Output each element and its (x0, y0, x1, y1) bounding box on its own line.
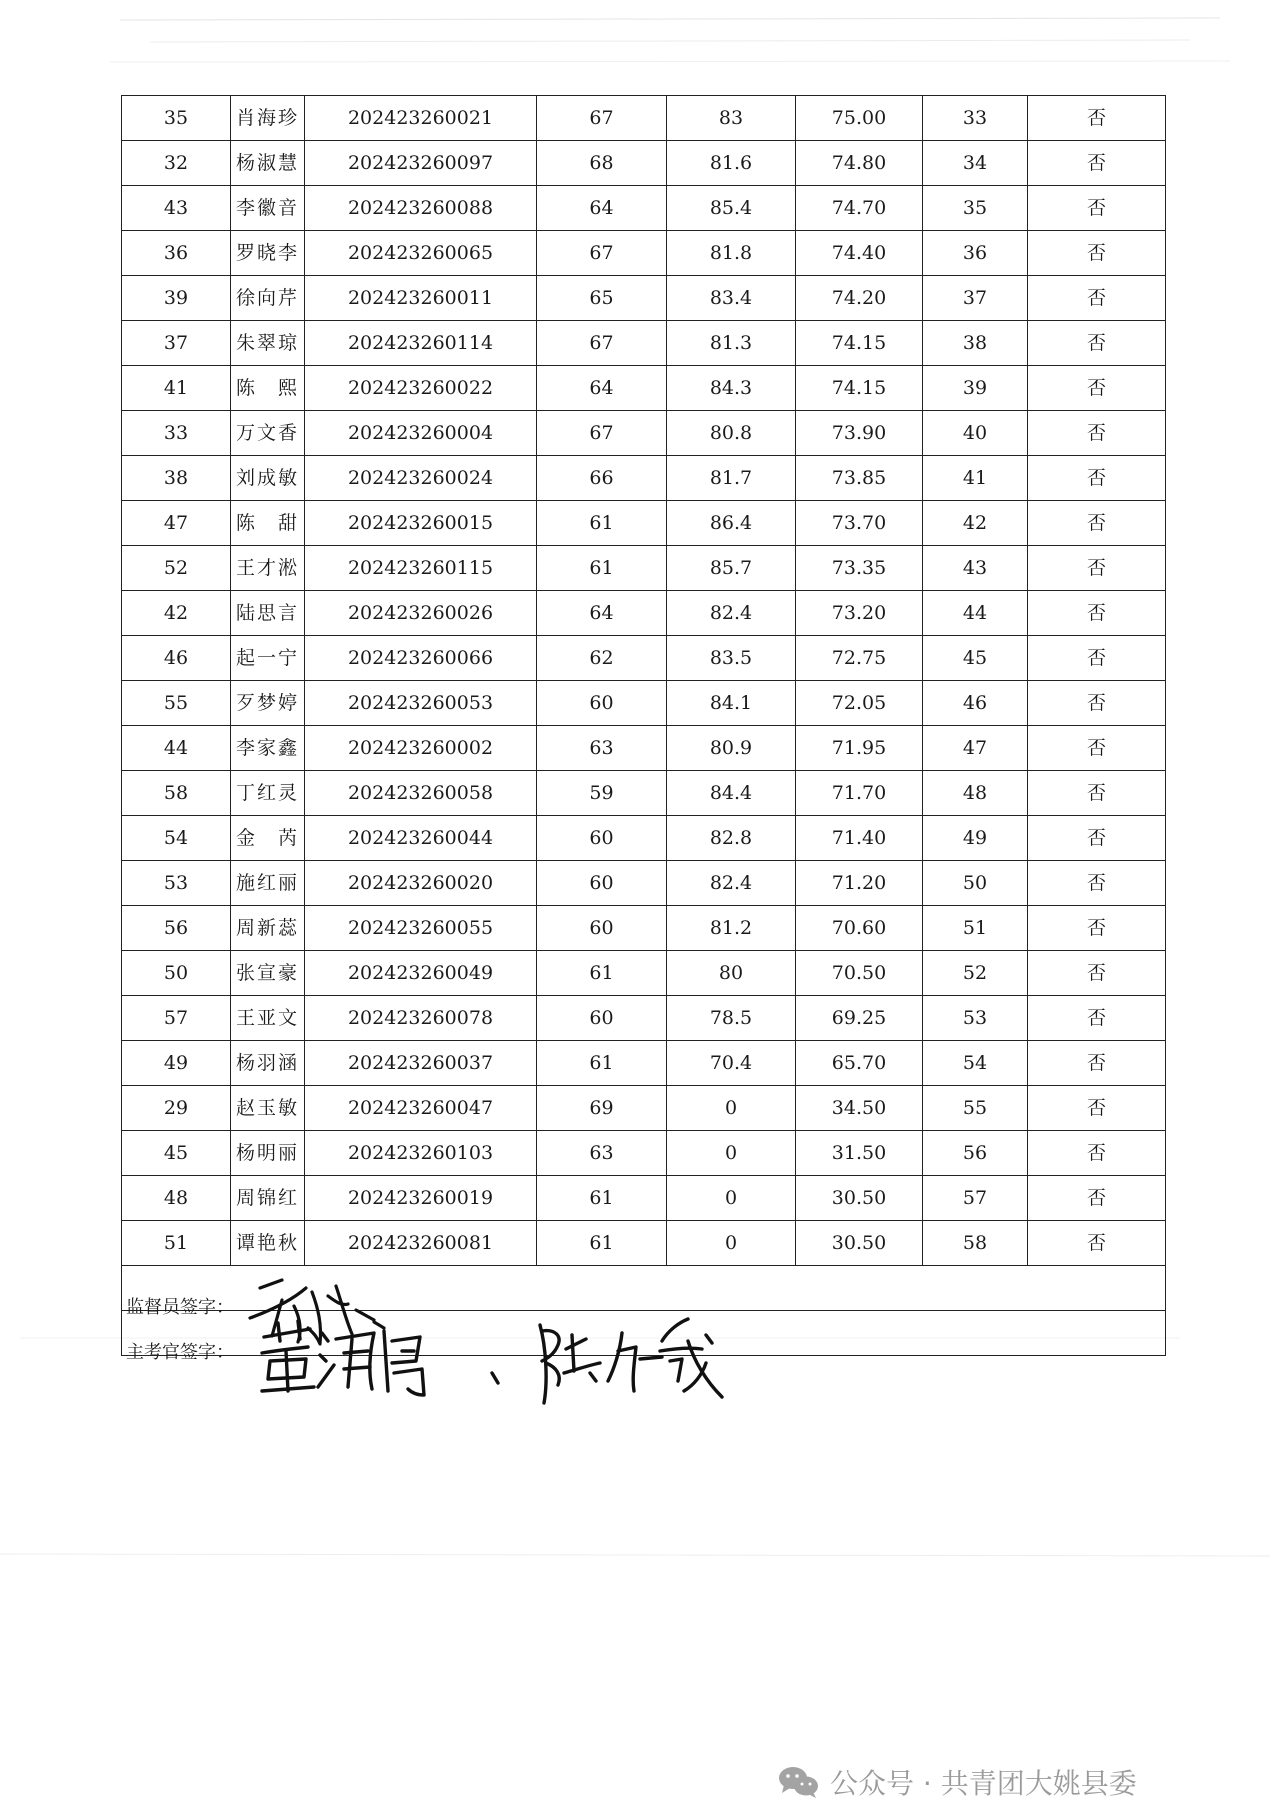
cell-seq: 55 (122, 681, 231, 726)
cell-written-score: 60 (537, 681, 667, 726)
cell-exam-id: 202423260015 (305, 501, 537, 546)
cell-rank: 58 (923, 1221, 1028, 1266)
cell-total-score: 75.00 (796, 96, 923, 141)
cell-total-score: 34.50 (796, 1086, 923, 1131)
chief-examiner-signature (122, 1311, 1166, 1399)
cell-interview-score: 81.3 (667, 321, 796, 366)
cell-name: 杨淑慧 (231, 141, 305, 186)
supervisor-signature-cell (122, 1266, 1166, 1318)
cell-total-score: 72.05 (796, 681, 923, 726)
cell-total-score: 74.40 (796, 231, 923, 276)
table-row (122, 906, 1166, 951)
table-row (122, 861, 1166, 906)
table-row (122, 141, 1166, 186)
cell-interview-score: 80.9 (667, 726, 796, 771)
cell-name: 丁红灵 (231, 771, 305, 816)
cell-total-score: 31.50 (796, 1131, 923, 1176)
cell-interview-score: 0 (667, 1221, 796, 1266)
cell-seq: 32 (122, 141, 231, 186)
cell-rank: 54 (923, 1041, 1028, 1086)
table-row (122, 1041, 1166, 1086)
cell-enter-physical-exam: 否 (1028, 591, 1166, 636)
cell-rank: 34 (923, 141, 1028, 186)
cell-name: 陈 熙 (231, 366, 305, 411)
cell-enter-physical-exam: 否 (1028, 816, 1166, 861)
table-row (122, 321, 1166, 366)
cell-exam-id: 202423260024 (305, 456, 537, 501)
cell-written-score: 60 (537, 816, 667, 861)
cell-total-score: 30.50 (796, 1176, 923, 1221)
cell-interview-score: 83 (667, 96, 796, 141)
cell-enter-physical-exam: 否 (1028, 861, 1166, 906)
cell-written-score: 60 (537, 861, 667, 906)
cell-interview-score: 80.8 (667, 411, 796, 456)
cell-rank: 40 (923, 411, 1028, 456)
cell-name: 杨明丽 (231, 1131, 305, 1176)
cell-seq: 45 (122, 1131, 231, 1176)
signature-row-chief-examiner (122, 1311, 1166, 1356)
cell-rank: 56 (923, 1131, 1028, 1176)
cell-name: 陆思言 (231, 591, 305, 636)
cell-name: 万文香 (231, 411, 305, 456)
cell-exam-id: 202423260044 (305, 816, 537, 861)
signature-row-supervisor (122, 1266, 1166, 1311)
cell-total-score: 70.60 (796, 906, 923, 951)
cell-interview-score: 85.7 (667, 546, 796, 591)
cell-name: 谭艳秋 (231, 1221, 305, 1266)
cell-seq: 50 (122, 951, 231, 996)
cell-rank: 49 (923, 816, 1028, 861)
chief-examiner-signature-cell (122, 1311, 1166, 1363)
cell-seq: 54 (122, 816, 231, 861)
table-row (122, 996, 1166, 1041)
chief-examiner-signature-label: 主考官签字： (126, 1342, 234, 1363)
cell-interview-score: 80 (667, 951, 796, 996)
cell-interview-score: 0 (667, 1131, 796, 1176)
cell-written-score: 61 (537, 1221, 667, 1266)
cell-seq: 47 (122, 501, 231, 546)
cell-interview-score: 84.1 (667, 681, 796, 726)
cell-written-score: 63 (537, 726, 667, 771)
table-row (122, 636, 1166, 681)
cell-seq: 41 (122, 366, 231, 411)
table-row (122, 1176, 1166, 1221)
cell-enter-physical-exam: 否 (1028, 1131, 1166, 1176)
cell-rank: 42 (923, 501, 1028, 546)
table-row (122, 411, 1166, 456)
cell-total-score: 69.25 (796, 996, 923, 1041)
cell-seq: 43 (122, 186, 231, 231)
cell-name: 金 芮 (231, 816, 305, 861)
cell-written-score: 61 (537, 1041, 667, 1086)
cell-name: 李徽音 (231, 186, 305, 231)
cell-rank: 46 (923, 681, 1028, 726)
cell-seq: 39 (122, 276, 231, 321)
table-row (122, 771, 1166, 816)
cell-total-score: 73.35 (796, 546, 923, 591)
cell-exam-id: 202423260037 (305, 1041, 537, 1086)
cell-rank: 48 (923, 771, 1028, 816)
cell-written-score: 67 (537, 321, 667, 366)
cell-enter-physical-exam: 否 (1028, 996, 1166, 1041)
supervisor-signature-label: 监督员签字： (126, 1297, 234, 1318)
cell-total-score: 65.70 (796, 1041, 923, 1086)
cell-enter-physical-exam: 否 (1028, 411, 1166, 456)
cell-total-score: 71.70 (796, 771, 923, 816)
cell-enter-physical-exam: 否 (1028, 771, 1166, 816)
cell-total-score: 73.70 (796, 501, 923, 546)
cell-seq: 48 (122, 1176, 231, 1221)
cell-interview-score: 81.6 (667, 141, 796, 186)
wechat-icon (778, 1765, 820, 1799)
table-row (122, 276, 1166, 321)
cell-total-score: 74.15 (796, 366, 923, 411)
cell-exam-id: 202423260004 (305, 411, 537, 456)
cell-exam-id: 202423260078 (305, 996, 537, 1041)
cell-name: 赵玉敏 (231, 1086, 305, 1131)
cell-rank: 35 (923, 186, 1028, 231)
cell-exam-id: 202423260002 (305, 726, 537, 771)
cell-total-score: 71.40 (796, 816, 923, 861)
table-row (122, 1086, 1166, 1131)
cell-written-score: 61 (537, 1176, 667, 1221)
cell-exam-id: 202423260115 (305, 546, 537, 591)
cell-rank: 51 (923, 906, 1028, 951)
cell-enter-physical-exam: 否 (1028, 141, 1166, 186)
cell-exam-id: 202423260020 (305, 861, 537, 906)
cell-seq: 53 (122, 861, 231, 906)
table-row (122, 816, 1166, 861)
cell-exam-id: 202423260047 (305, 1086, 537, 1131)
cell-interview-score: 83.5 (667, 636, 796, 681)
cell-name: 王亚文 (231, 996, 305, 1041)
table-row (122, 96, 1166, 141)
cell-name: 朱翠琼 (231, 321, 305, 366)
cell-enter-physical-exam: 否 (1028, 501, 1166, 546)
cell-enter-physical-exam: 否 (1028, 96, 1166, 141)
cell-enter-physical-exam: 否 (1028, 906, 1166, 951)
cell-interview-score: 81.2 (667, 906, 796, 951)
cell-enter-physical-exam: 否 (1028, 726, 1166, 771)
cell-seq: 49 (122, 1041, 231, 1086)
cell-total-score: 71.95 (796, 726, 923, 771)
cell-rank: 43 (923, 546, 1028, 591)
cell-written-score: 63 (537, 1131, 667, 1176)
cell-enter-physical-exam: 否 (1028, 321, 1166, 366)
cell-rank: 33 (923, 96, 1028, 141)
table-row (122, 456, 1166, 501)
cell-enter-physical-exam: 否 (1028, 546, 1166, 591)
cell-exam-id: 202423260026 (305, 591, 537, 636)
cell-exam-id: 202423260019 (305, 1176, 537, 1221)
cell-total-score: 74.20 (796, 276, 923, 321)
cell-rank: 36 (923, 231, 1028, 276)
cell-enter-physical-exam: 否 (1028, 636, 1166, 681)
cell-total-score: 74.15 (796, 321, 923, 366)
cell-interview-score: 86.4 (667, 501, 796, 546)
cell-exam-id: 202423260022 (305, 366, 537, 411)
cell-written-score: 60 (537, 906, 667, 951)
cell-exam-id: 202423260058 (305, 771, 537, 816)
cell-rank: 55 (923, 1086, 1028, 1131)
table-row (122, 726, 1166, 771)
cell-enter-physical-exam: 否 (1028, 951, 1166, 996)
cell-seq: 29 (122, 1086, 231, 1131)
cell-interview-score: 85.4 (667, 186, 796, 231)
cell-seq: 56 (122, 906, 231, 951)
cell-written-score: 61 (537, 501, 667, 546)
cell-enter-physical-exam: 否 (1028, 1086, 1166, 1131)
cell-name: 肖海珍 (231, 96, 305, 141)
cell-name: 刘成敏 (231, 456, 305, 501)
cell-enter-physical-exam: 否 (1028, 1221, 1166, 1266)
cell-interview-score: 78.5 (667, 996, 796, 1041)
cell-exam-id: 202423260088 (305, 186, 537, 231)
cell-seq: 37 (122, 321, 231, 366)
cell-rank: 39 (923, 366, 1028, 411)
cell-written-score: 59 (537, 771, 667, 816)
cell-name: 徐向芹 (231, 276, 305, 321)
cell-seq: 46 (122, 636, 231, 681)
cell-seq: 42 (122, 591, 231, 636)
cell-written-score: 67 (537, 231, 667, 276)
cell-written-score: 68 (537, 141, 667, 186)
cell-enter-physical-exam: 否 (1028, 366, 1166, 411)
cell-name: 张宣豪 (231, 951, 305, 996)
cell-exam-id: 202423260055 (305, 906, 537, 951)
cell-written-score: 69 (537, 1086, 667, 1131)
cell-enter-physical-exam: 否 (1028, 1176, 1166, 1221)
cell-interview-score: 81.8 (667, 231, 796, 276)
cell-exam-id: 202423260053 (305, 681, 537, 726)
cell-exam-id: 202423260021 (305, 96, 537, 141)
cell-interview-score: 83.4 (667, 276, 796, 321)
cell-name: 歹梦婷 (231, 681, 305, 726)
score-table-body (122, 96, 1166, 1363)
cell-name: 李家鑫 (231, 726, 305, 771)
cell-seq: 33 (122, 411, 231, 456)
cell-written-score: 62 (537, 636, 667, 681)
cell-enter-physical-exam: 否 (1028, 456, 1166, 501)
cell-written-score: 67 (537, 96, 667, 141)
cell-name: 起一宁 (231, 636, 305, 681)
cell-total-score: 73.85 (796, 456, 923, 501)
cell-written-score: 61 (537, 951, 667, 996)
cell-total-score: 74.70 (796, 186, 923, 231)
cell-rank: 44 (923, 591, 1028, 636)
cell-total-score: 70.50 (796, 951, 923, 996)
cell-exam-id: 202423260011 (305, 276, 537, 321)
cell-name: 王才淞 (231, 546, 305, 591)
wechat-official-account-watermark (778, 1757, 1137, 1807)
cell-seq: 44 (122, 726, 231, 771)
cell-rank: 41 (923, 456, 1028, 501)
cell-exam-id: 202423260066 (305, 636, 537, 681)
cell-seq: 51 (122, 1221, 231, 1266)
cell-total-score: 73.90 (796, 411, 923, 456)
cell-rank: 57 (923, 1176, 1028, 1221)
cell-interview-score: 0 (667, 1176, 796, 1221)
cell-interview-score: 82.8 (667, 816, 796, 861)
cell-name: 施红丽 (231, 861, 305, 906)
cell-written-score: 64 (537, 591, 667, 636)
table-row (122, 951, 1166, 996)
watermark-text: 公众号 · 共青团大姚县委 (830, 1767, 1137, 1800)
table-row (122, 1221, 1166, 1266)
cell-written-score: 64 (537, 366, 667, 411)
cell-seq: 58 (122, 771, 231, 816)
cell-enter-physical-exam: 否 (1028, 276, 1166, 321)
cell-seq: 35 (122, 96, 231, 141)
cell-interview-score: 82.4 (667, 591, 796, 636)
cell-rank: 47 (923, 726, 1028, 771)
cell-written-score: 60 (537, 996, 667, 1041)
cell-written-score: 65 (537, 276, 667, 321)
cell-written-score: 64 (537, 186, 667, 231)
table-row (122, 366, 1166, 411)
cell-written-score: 61 (537, 546, 667, 591)
cell-rank: 53 (923, 996, 1028, 1041)
cell-total-score: 73.20 (796, 591, 923, 636)
cell-seq: 57 (122, 996, 231, 1041)
cell-interview-score: 84.3 (667, 366, 796, 411)
score-table (121, 95, 1166, 1363)
cell-seq: 38 (122, 456, 231, 501)
cell-interview-score: 81.7 (667, 456, 796, 501)
table-row (122, 681, 1166, 726)
table-row (122, 591, 1166, 636)
cell-written-score: 66 (537, 456, 667, 501)
cell-rank: 38 (923, 321, 1028, 366)
cell-seq: 52 (122, 546, 231, 591)
cell-name: 周新蕊 (231, 906, 305, 951)
cell-rank: 45 (923, 636, 1028, 681)
cell-exam-id: 202423260097 (305, 141, 537, 186)
cell-exam-id: 202423260114 (305, 321, 537, 366)
cell-total-score: 30.50 (796, 1221, 923, 1266)
cell-enter-physical-exam: 否 (1028, 186, 1166, 231)
cell-seq: 36 (122, 231, 231, 276)
cell-interview-score: 70.4 (667, 1041, 796, 1086)
cell-interview-score: 82.4 (667, 861, 796, 906)
table-row (122, 231, 1166, 276)
cell-enter-physical-exam: 否 (1028, 1041, 1166, 1086)
cell-exam-id: 202423260103 (305, 1131, 537, 1176)
cell-interview-score: 0 (667, 1086, 796, 1131)
table-row (122, 546, 1166, 591)
cell-name: 陈 甜 (231, 501, 305, 546)
table-row (122, 1131, 1166, 1176)
cell-total-score: 74.80 (796, 141, 923, 186)
cell-name: 杨羽涵 (231, 1041, 305, 1086)
cell-enter-physical-exam: 否 (1028, 231, 1166, 276)
cell-enter-physical-exam: 否 (1028, 681, 1166, 726)
table-row (122, 501, 1166, 546)
table-row (122, 186, 1166, 231)
cell-exam-id: 202423260065 (305, 231, 537, 276)
cell-total-score: 71.20 (796, 861, 923, 906)
cell-name: 周锦红 (231, 1176, 305, 1221)
cell-rank: 37 (923, 276, 1028, 321)
cell-rank: 50 (923, 861, 1028, 906)
cell-interview-score: 84.4 (667, 771, 796, 816)
cell-name: 罗晓李 (231, 231, 305, 276)
cell-exam-id: 202423260081 (305, 1221, 537, 1266)
cell-exam-id: 202423260049 (305, 951, 537, 996)
cell-total-score: 72.75 (796, 636, 923, 681)
cell-written-score: 67 (537, 411, 667, 456)
cell-rank: 52 (923, 951, 1028, 996)
